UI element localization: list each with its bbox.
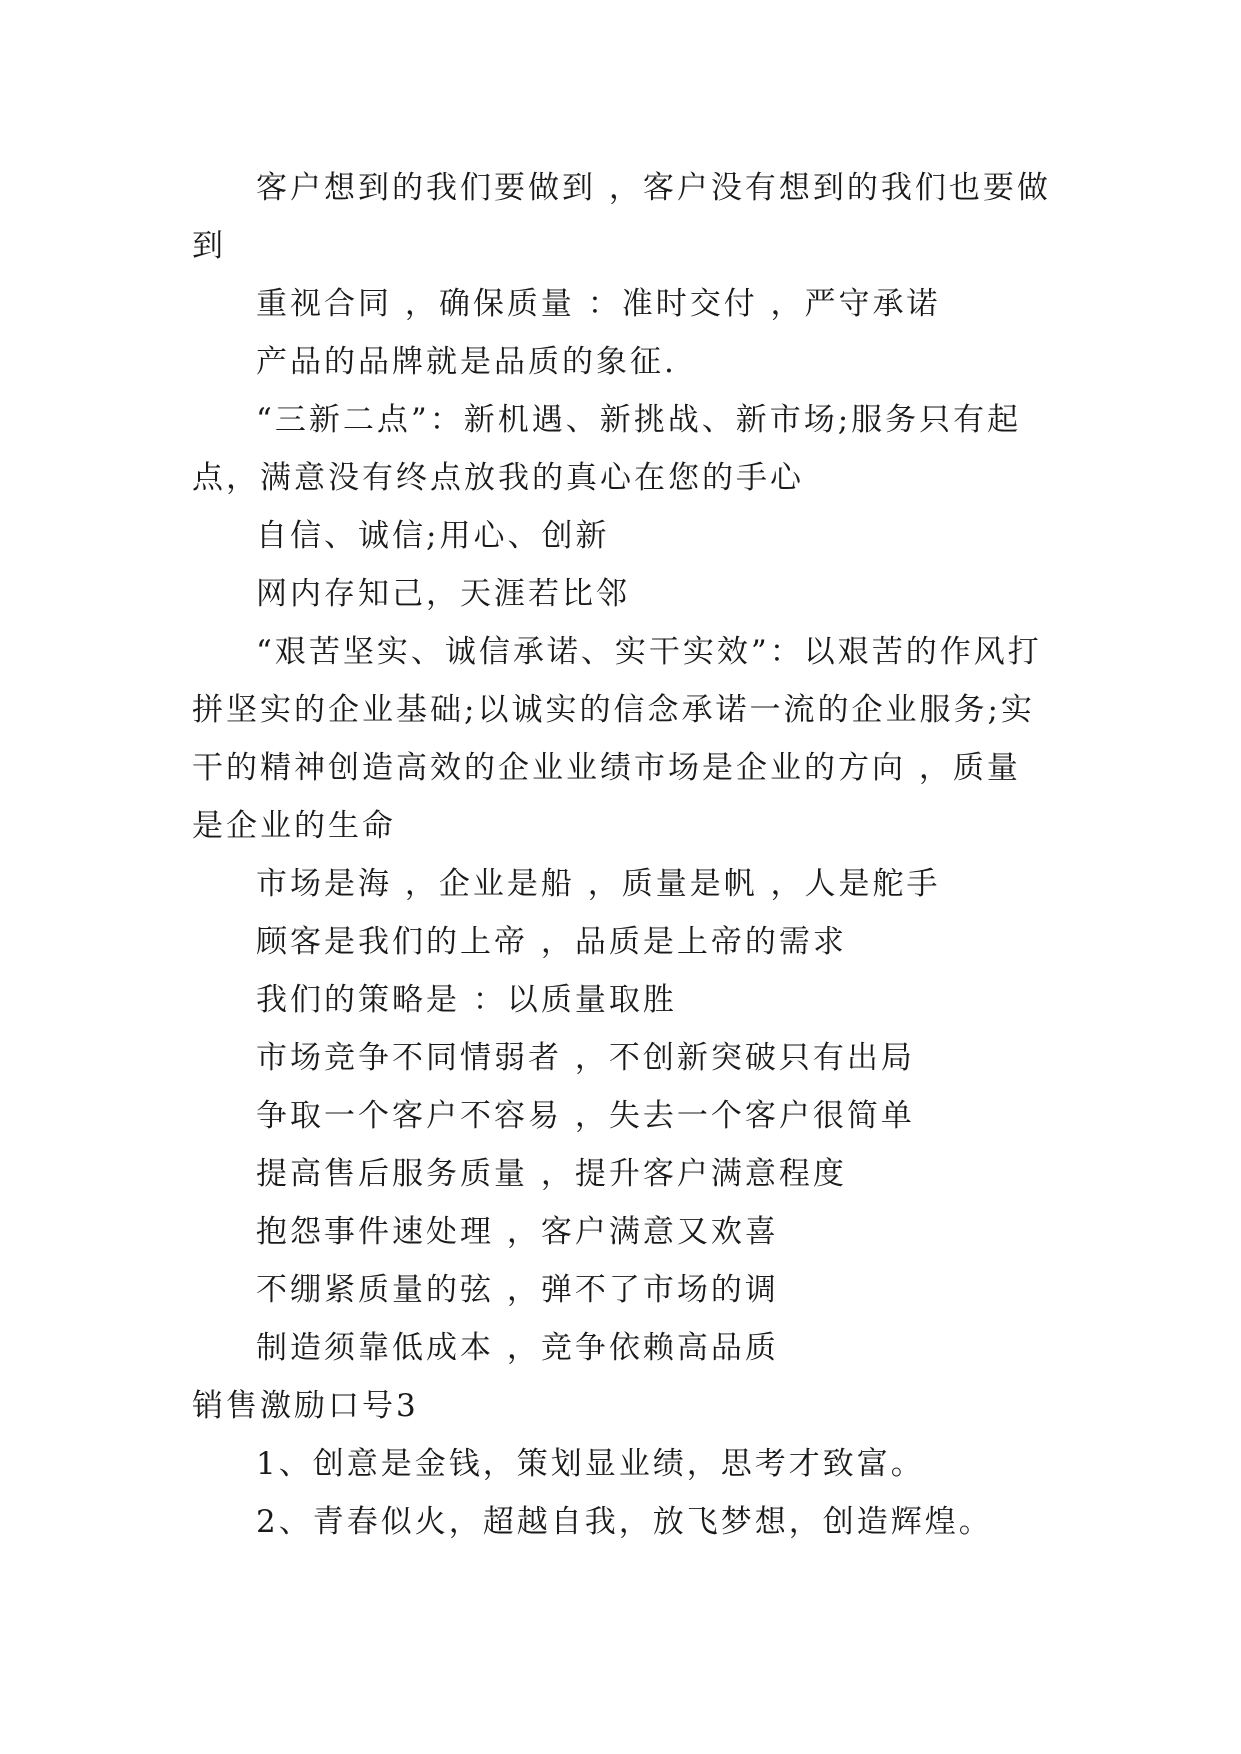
paragraph: 抱怨事件速处理 ，客户满意又欢喜	[256, 1214, 779, 1250]
section-item: 2、青春似火，超越自我，放飞梦想，创造辉煌。	[256, 1504, 993, 1540]
paragraph: 提高售后服务质量 ，提升客户满意程度	[256, 1156, 847, 1192]
paragraph: 顾客是我们的上帝 ，品质是上帝的需求	[256, 924, 847, 960]
paragraph: 市场竞争不同情弱者 ，不创新突破只有出局	[256, 1040, 915, 1076]
paragraph: 制造须靠低成本 ，竞争依赖高品质	[256, 1330, 779, 1366]
paragraph: 我们的策略是 ：以质量取胜	[256, 982, 677, 1018]
paragraph: 产品的品牌就是品质的象征.	[256, 344, 677, 380]
paragraph: 重视合同 ，确保质量 ：准时交付 ，严守承诺	[256, 286, 941, 322]
paragraph: 自信、诚信;用心、创新	[256, 518, 610, 554]
paragraph: 市场是海 ，企业是船 ，质量是帆 ，人是舵手	[256, 866, 941, 902]
document-page	[192, 159, 1052, 1551]
paragraph: 争取一个客户不容易 ，失去一个客户很简单	[256, 1098, 915, 1134]
section-heading: 销售激励口号3	[192, 1388, 419, 1424]
section-item: 1、创意是金钱，策划显业绩，思考才致富。	[256, 1446, 925, 1482]
paragraph: 网内存知己，天涯若比邻	[256, 576, 630, 612]
paragraph: 客户想到的我们要做到 ，客户没有想到的我们也要做到	[192, 170, 1051, 264]
paragraph: “艰苦坚实、诚信承诺、实干实效”：以艰苦的作风打拼坚实的企业基础;以诚实的信念承诺一流的企业服务;实干的精神创造高效的企业业绩市场是企业的方向 ，质量是企业的生命	[192, 634, 1042, 844]
paragraph: 不绷紧质量的弦 ，弹不了市场的调	[256, 1272, 779, 1308]
paragraph: “三新二点”：新机遇、新挑战、新市场;服务只有起点，满意没有终点放我的真心在您的手心	[192, 402, 1022, 496]
